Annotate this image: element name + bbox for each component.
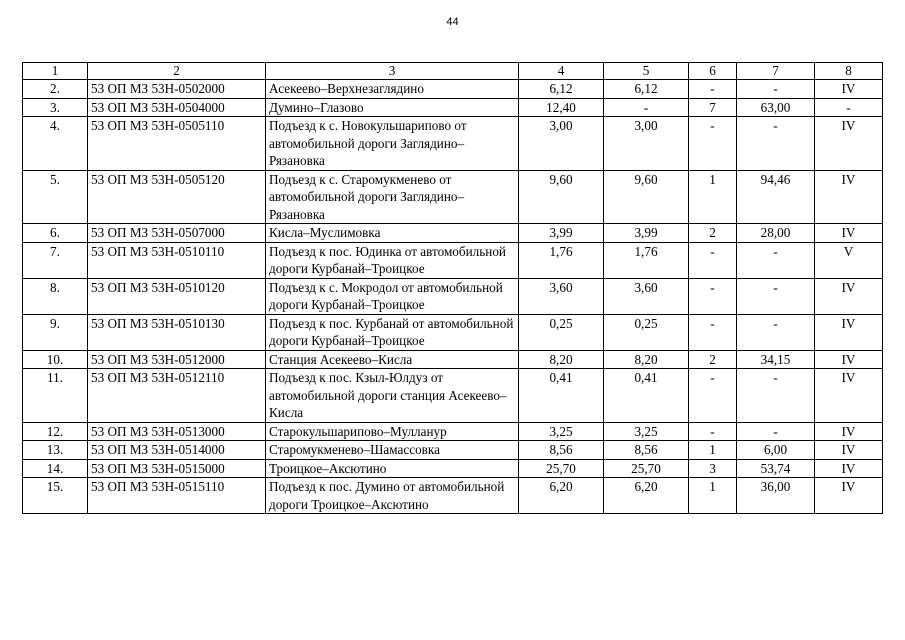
table-row: [23, 350, 883, 369]
col-4-value: 6,12: [519, 80, 604, 99]
road-code: 53 ОП МЗ 53Н-0512110: [88, 369, 266, 423]
col-6-value: 1: [689, 441, 737, 460]
col-5-value: 3,00: [604, 117, 689, 171]
col-6-value: 1: [689, 478, 737, 514]
row-number: 14.: [23, 459, 88, 478]
col-4-value: 12,40: [519, 98, 604, 117]
col-7-value: -: [737, 242, 815, 278]
row-number: 8.: [23, 278, 88, 314]
col-6-value: 1: [689, 170, 737, 224]
header-cell: 7: [737, 63, 815, 80]
header-cell: 3: [266, 63, 519, 80]
table-row: [23, 98, 883, 117]
col-5-value: 6,12: [604, 80, 689, 99]
road-code: 53 ОП МЗ 53Н-0515000: [88, 459, 266, 478]
row-number: 9.: [23, 314, 88, 350]
col-7-value: 53,74: [737, 459, 815, 478]
road-category: -: [815, 98, 883, 117]
col-5-value: 0,41: [604, 369, 689, 423]
road-category: IV: [815, 369, 883, 423]
header-cell: 8: [815, 63, 883, 80]
row-number: 6.: [23, 224, 88, 243]
col-7-value: 94,46: [737, 170, 815, 224]
row-number: 4.: [23, 117, 88, 171]
col-6-value: 2: [689, 350, 737, 369]
road-code: 53 ОП МЗ 53Н-0507000: [88, 224, 266, 243]
row-number: 5.: [23, 170, 88, 224]
table-row: [23, 170, 883, 224]
col-4-value: 0,25: [519, 314, 604, 350]
table-row: [23, 117, 883, 171]
col-5-value: -: [604, 98, 689, 117]
header-cell: 4: [519, 63, 604, 80]
col-7-value: 34,15: [737, 350, 815, 369]
road-name: Старокульшарипово–Мулланур: [266, 422, 519, 441]
row-number: 11.: [23, 369, 88, 423]
road-name: Кисла–Муслимовка: [266, 224, 519, 243]
road-name: Подъезд к с. Старомукменево от автомобильной дороги Заглядино–Рязановка: [266, 170, 519, 224]
table-row: [23, 441, 883, 460]
road-code: 53 ОП МЗ 53Н-0502000: [88, 80, 266, 99]
col-6-value: 3: [689, 459, 737, 478]
road-category: IV: [815, 441, 883, 460]
col-5-value: 3,99: [604, 224, 689, 243]
col-5-value: 3,60: [604, 278, 689, 314]
table-row: [23, 478, 883, 514]
col-5-value: 6,20: [604, 478, 689, 514]
col-4-value: 3,00: [519, 117, 604, 171]
row-number: 13.: [23, 441, 88, 460]
col-7-value: 63,00: [737, 98, 815, 117]
road-name: Троицкое–Аксютино: [266, 459, 519, 478]
road-category: IV: [815, 459, 883, 478]
col-4-value: 3,25: [519, 422, 604, 441]
col-7-value: -: [737, 422, 815, 441]
col-6-value: 7: [689, 98, 737, 117]
row-number: 3.: [23, 98, 88, 117]
col-5-value: 8,56: [604, 441, 689, 460]
col-4-value: 8,20: [519, 350, 604, 369]
table-row: [23, 314, 883, 350]
col-7-value: -: [737, 314, 815, 350]
row-number: 10.: [23, 350, 88, 369]
col-4-value: 8,56: [519, 441, 604, 460]
col-6-value: -: [689, 314, 737, 350]
col-5-value: 8,20: [604, 350, 689, 369]
col-4-value: 1,76: [519, 242, 604, 278]
road-code: 53 ОП МЗ 53Н-0513000: [88, 422, 266, 441]
col-5-value: 25,70: [604, 459, 689, 478]
header-cell: 2: [88, 63, 266, 80]
col-6-value: 2: [689, 224, 737, 243]
road-code: 53 ОП МЗ 53Н-0510110: [88, 242, 266, 278]
col-4-value: 0,41: [519, 369, 604, 423]
row-number: 7.: [23, 242, 88, 278]
col-4-value: 6,20: [519, 478, 604, 514]
road-category: IV: [815, 314, 883, 350]
road-category: IV: [815, 422, 883, 441]
road-name: Подъезд к пос. Кзыл-Юлдуз от автомобильной дороги станция Асекеево–Кисла: [266, 369, 519, 423]
col-6-value: -: [689, 422, 737, 441]
table-row: [23, 224, 883, 243]
col-4-value: 3,60: [519, 278, 604, 314]
roads-table: [22, 62, 883, 514]
road-name: Подъезд к пос. Юдинка от автомобильной дороги Курбанай–Троицкое: [266, 242, 519, 278]
road-category: IV: [815, 278, 883, 314]
road-name: Асекеево–Верхнезаглядино: [266, 80, 519, 99]
road-name: Подъезд к с. Мокродол от автомобильной дороги Курбанай–Троицкое: [266, 278, 519, 314]
col-6-value: -: [689, 242, 737, 278]
col-4-value: 3,99: [519, 224, 604, 243]
col-5-value: 0,25: [604, 314, 689, 350]
road-code: 53 ОП МЗ 53Н-0515110: [88, 478, 266, 514]
table-row: [23, 278, 883, 314]
table-header-row: [23, 63, 883, 80]
table-row: [23, 369, 883, 423]
road-category: IV: [815, 117, 883, 171]
header-cell: 6: [689, 63, 737, 80]
col-6-value: -: [689, 80, 737, 99]
col-7-value: -: [737, 80, 815, 99]
road-name: Подъезд к с. Новокульшарипово от автомобильной дороги Заглядино–Рязановка: [266, 117, 519, 171]
table-row: [23, 80, 883, 99]
col-7-value: -: [737, 369, 815, 423]
header-cell: 1: [23, 63, 88, 80]
road-code: 53 ОП МЗ 53Н-0504000: [88, 98, 266, 117]
col-4-value: 25,70: [519, 459, 604, 478]
table-row: [23, 422, 883, 441]
col-7-value: 36,00: [737, 478, 815, 514]
col-5-value: 9,60: [604, 170, 689, 224]
road-category: IV: [815, 224, 883, 243]
col-5-value: 1,76: [604, 242, 689, 278]
col-7-value: 28,00: [737, 224, 815, 243]
road-code: 53 ОП МЗ 53Н-0510130: [88, 314, 266, 350]
row-number: 2.: [23, 80, 88, 99]
col-6-value: -: [689, 369, 737, 423]
road-code: 53 ОП МЗ 53Н-0505110: [88, 117, 266, 171]
table-row: [23, 242, 883, 278]
road-code: 53 ОП МЗ 53Н-0505120: [88, 170, 266, 224]
road-category: IV: [815, 478, 883, 514]
road-name: Думино–Глазово: [266, 98, 519, 117]
road-code: 53 ОП МЗ 53Н-0514000: [88, 441, 266, 460]
col-7-value: -: [737, 278, 815, 314]
row-number: 12.: [23, 422, 88, 441]
col-4-value: 9,60: [519, 170, 604, 224]
road-name: Старомукменево–Шамассовка: [266, 441, 519, 460]
table-row: [23, 459, 883, 478]
road-name: Подъезд к пос. Думино от автомобильной дороги Троицкое–Аксютино: [266, 478, 519, 514]
page-number: 44: [446, 16, 459, 28]
road-category: V: [815, 242, 883, 278]
col-6-value: -: [689, 117, 737, 171]
col-6-value: -: [689, 278, 737, 314]
col-5-value: 3,25: [604, 422, 689, 441]
road-name: Станция Асекеево–Кисла: [266, 350, 519, 369]
road-category: IV: [815, 170, 883, 224]
road-code: 53 ОП МЗ 53Н-0512000: [88, 350, 266, 369]
road-name: Подъезд к пос. Курбанай от автомобильной дороги Курбанай–Троицкое: [266, 314, 519, 350]
col-7-value: -: [737, 117, 815, 171]
road-category: IV: [815, 350, 883, 369]
road-category: IV: [815, 80, 883, 99]
row-number: 15.: [23, 478, 88, 514]
header-cell: 5: [604, 63, 689, 80]
road-code: 53 ОП МЗ 53Н-0510120: [88, 278, 266, 314]
col-7-value: 6,00: [737, 441, 815, 460]
